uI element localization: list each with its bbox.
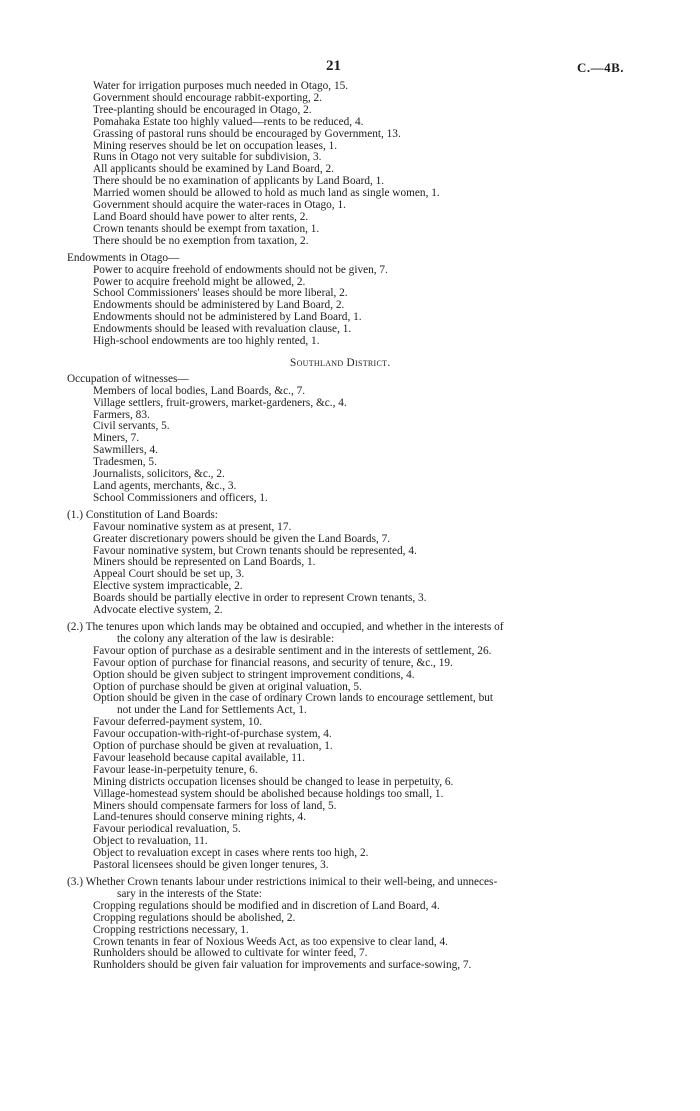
list-item: Village-homestead system should be abolished because holdings too small, 1. <box>93 787 444 800</box>
list-item: Appeal Court should be set up, 3. <box>93 568 245 581</box>
list-item: Crown tenants in fear of Noxious Weeds Act, as too expensive to clear land, 4. <box>93 935 448 948</box>
list-item: Endowments should not be administered by Land Board, 1. <box>93 311 362 324</box>
occupation-list <box>0 386 700 505</box>
list-item: Favour leasehold because capital available, 11. <box>93 751 305 764</box>
list-item: Pomahaka Estate too highly valued—rents to be reduced, 4. <box>93 115 364 128</box>
section-title: Constitution of Land Boards: <box>85 508 218 521</box>
list-item: Miners should compensate farmers for loss of land, 5. <box>93 799 337 812</box>
list-item: Miners, 7. <box>93 432 140 445</box>
occupation-heading: Occupation of witnesses— <box>67 372 189 385</box>
list-item: Object to revaluation except in cases where rents too high, 2. <box>93 847 369 860</box>
list-item: Favour option of purchase as a desirable sentiment and in the interests of settlement, 26. <box>93 644 492 657</box>
list-item: Mining districts occupation licenses should be changed to lease in perpetuity, 6. <box>93 775 454 788</box>
section-title: The tenures upon which lands may be obtained and occupied, and whether in the interests of <box>85 620 504 633</box>
list-item: Endowments should be leased with revaluation clause, 1. <box>93 323 352 336</box>
list-item: There should be no examination of applicants by Land Board, 1. <box>93 175 385 188</box>
list-item: Object to revaluation, 11. <box>93 835 208 848</box>
section-2-heading-continued: the colony any alteration of the law is desirable: <box>117 632 335 645</box>
list-item: Married women should be allowed to hold as much land as single women, 1. <box>93 187 440 200</box>
document-reference: C.—4B. <box>576 60 624 75</box>
page-number: 21 <box>326 58 341 74</box>
list-item: Land agents, merchants, &c., 3. <box>93 480 237 492</box>
list-item: Favour deferred-payment system, 10. <box>93 716 263 729</box>
list-item: Government should encourage rabbit-exporting, 2. <box>93 91 323 104</box>
list-item: Runs in Otago not very suitable for subdivision, 3. <box>93 151 322 164</box>
endowments-list <box>0 265 700 348</box>
list-item: Runholders should be given fair valuation for improvements and surface-sowing, 7. <box>93 959 472 972</box>
list-item: High-school endowments are too highly rented, 1. <box>93 335 320 348</box>
list-item-continued: not under the Land for Settlements Act, 1. <box>117 704 307 717</box>
list-item: Option should be given in the case of ordinary Crown lands to encourage settlement, but <box>93 692 494 705</box>
list-item: Favour option of purchase for financial reasons, and security of tenure, &c., 19. <box>93 656 453 669</box>
list-item: Government should acquire the water-races in Otago, 1. <box>93 199 346 212</box>
list-item: Water for irrigation purposes much needed in Otago, 15. <box>93 80 349 92</box>
section-2-list <box>0 646 700 872</box>
list-item: All applicants should be examined by Land Board, 2. <box>93 163 334 176</box>
list-item: Members of local bodies, Land Boards, &c., 7. <box>93 384 306 397</box>
section-number: (2.) <box>67 620 83 633</box>
section-number: (1.) <box>67 508 83 521</box>
section-number: (3.) <box>67 876 83 888</box>
list-item: Civil servants, 5. <box>93 420 170 433</box>
section-3-heading <box>0 877 700 889</box>
list-item: Option of purchase should be given at original valuation, 5. <box>93 680 362 693</box>
list-item: Boards should be partially elective in order to represent Crown tenants, 3. <box>93 592 427 605</box>
list-item: Advocate elective system, 2. <box>93 604 223 617</box>
list-item: Favour nominative system, but Crown tenants should be represented, 4. <box>93 544 417 557</box>
list-item: Favour lease-in-perpetuity tenure, 6. <box>93 763 258 776</box>
list-item: Elective system impracticable, 2. <box>93 580 243 593</box>
list-item: School Commissioners' leases should be more liberal, 2. <box>93 287 348 300</box>
list-item: Land-tenures should conserve mining rights, 4. <box>93 811 307 824</box>
section-3-list <box>0 901 700 972</box>
list-item: Tree-planting should be encouraged in Otago, 2. <box>93 103 312 116</box>
list-item: Crown tenants should be exempt from taxation, 1. <box>93 222 320 235</box>
list-item: There should be no exemption from taxation, 2. <box>93 234 309 247</box>
section-2-heading <box>0 622 700 634</box>
list-item: Cropping regulations should be abolished, 2. <box>93 911 296 924</box>
list-item: Miners should be represented on Land Boards, 1. <box>93 556 316 569</box>
list-item: Power to acquire freehold of endowments should not be given, 7. <box>93 263 388 276</box>
otago-continued-list <box>0 81 700 248</box>
list-item: School Commissioners and officers, 1. <box>93 491 268 504</box>
list-item: Endowments should be administered by Land Board, 2. <box>93 299 345 312</box>
list-item: Farmers, 83. <box>93 408 150 421</box>
document-body <box>0 81 700 972</box>
list-item: Sawmillers, 4. <box>93 444 158 457</box>
list-item: Journalists, solicitors, &c., 2. <box>93 468 225 481</box>
list-item: Pastoral licensees should be given longer tenures, 3. <box>93 859 329 872</box>
section-1-list <box>0 522 700 617</box>
list-item: Runholders should be allowed to cultivate for winter feed, 7. <box>93 947 368 960</box>
list-item: Favour periodical revaluation, 5. <box>93 823 241 836</box>
list-item: Option of purchase should be given at revaluation, 1. <box>93 740 333 753</box>
list-item: Option should be given subject to stringent improvement conditions, 4. <box>93 668 415 681</box>
list-item: Tradesmen, 5. <box>93 456 157 469</box>
section-1-heading <box>0 510 700 522</box>
section-3-heading-continued: sary in the interests of the State: <box>117 887 262 900</box>
list-item: Power to acquire freehold might be allowed, 2. <box>93 275 306 288</box>
list-item: Village settlers, fruit-growers, market-gardeners, &c., 4. <box>93 396 347 409</box>
list-item: Cropping regulations should be modified and in discretion of Land Board, 4. <box>93 899 440 912</box>
list-item: Cropping restrictions necessary, 1. <box>93 923 249 936</box>
list-item: Favour nominative system as at present, 17. <box>93 520 292 533</box>
district-heading: Southland District. <box>290 356 391 369</box>
endowments-heading: Endowments in Otago— <box>67 251 180 264</box>
section-title: Whether Crown tenants labour under restrictions inimical to their well-being, and unneces- <box>85 876 498 888</box>
list-item: Greater discretionary powers should be given the Land Boards, 7. <box>93 532 391 545</box>
list-item: Mining reserves should be let on occupation leases, 1. <box>93 139 338 152</box>
list-item: Favour occupation-with-right-of-purchase system, 4. <box>93 728 332 741</box>
list-item: Grassing of pastoral runs should be encouraged by Government, 13. <box>93 127 401 140</box>
list-item: Land Board should have power to alter rents, 2. <box>93 210 309 223</box>
